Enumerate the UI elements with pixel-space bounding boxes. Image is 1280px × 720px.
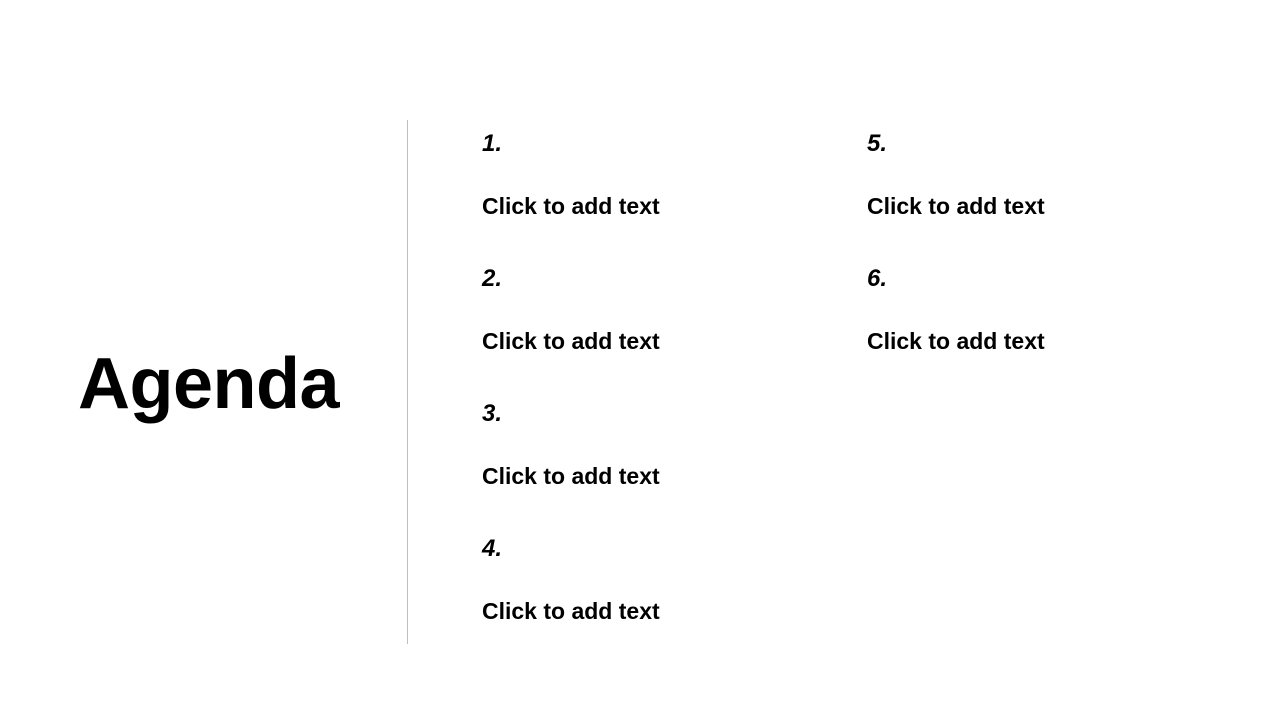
agenda-item-text-placeholder[interactable]: Click to add text xyxy=(482,328,660,354)
vertical-divider xyxy=(407,120,408,644)
agenda-item-number: 5. xyxy=(867,130,888,157)
agenda-item-number: 2. xyxy=(482,265,503,292)
agenda-item-number: 3. xyxy=(482,400,503,427)
agenda-item-text-placeholder[interactable]: Click to add text xyxy=(867,193,1045,219)
agenda-item-number: 1. xyxy=(482,130,503,157)
agenda-item-text-placeholder[interactable]: Click to add text xyxy=(482,193,660,219)
agenda-item-number: 6. xyxy=(867,265,888,292)
agenda-item-text-placeholder[interactable]: Click to add text xyxy=(482,463,660,489)
agenda-item-text-placeholder[interactable]: Click to add text xyxy=(482,598,660,624)
agenda-item-number: 4. xyxy=(482,535,503,562)
slide-title[interactable]: Agenda xyxy=(78,344,340,424)
agenda-item-text-placeholder[interactable]: Click to add text xyxy=(867,328,1045,354)
